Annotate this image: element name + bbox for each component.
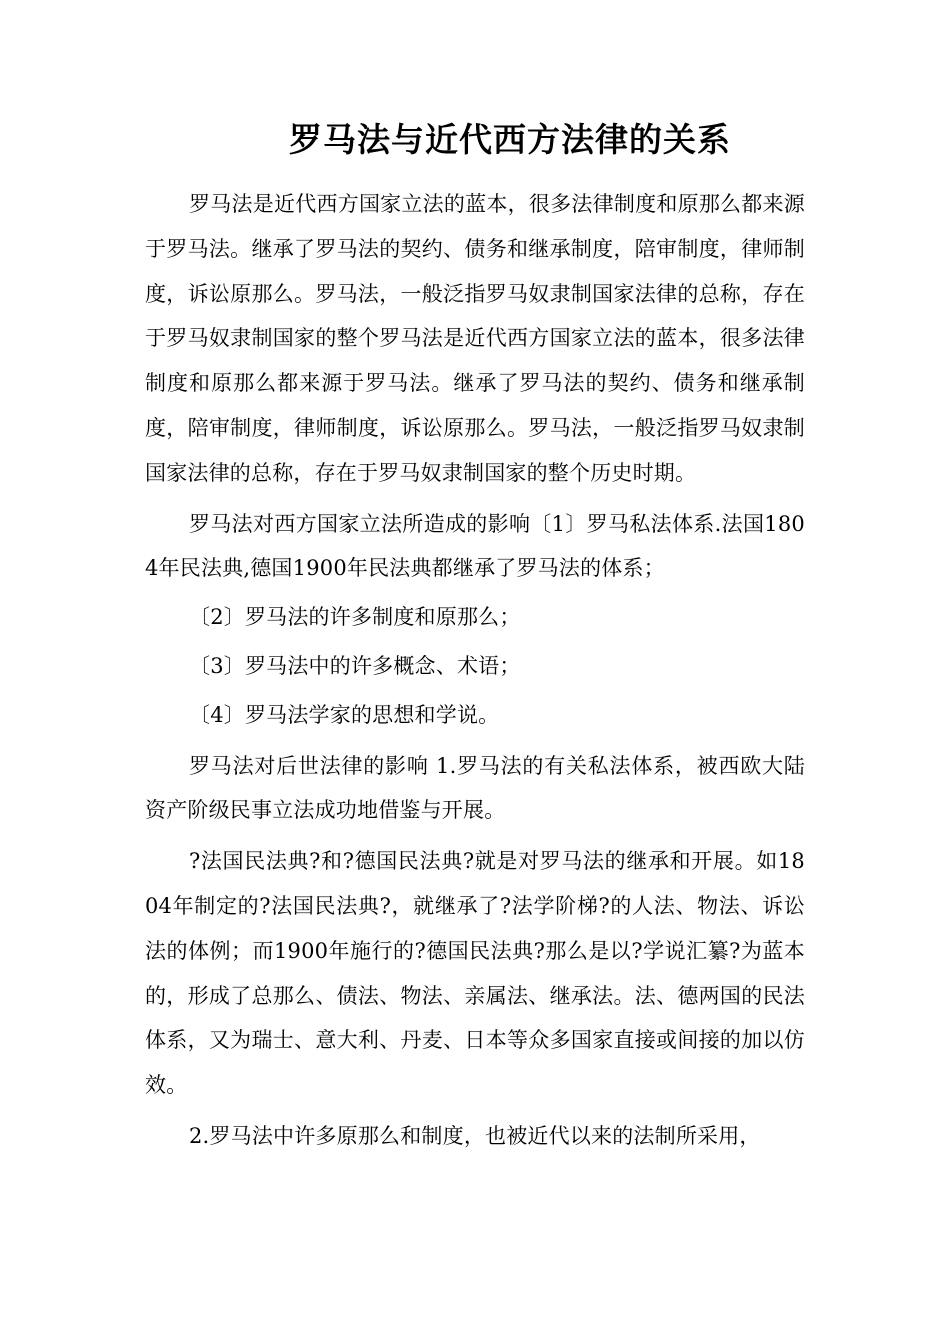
paragraph-later-influence: 罗马法对后世法律的影响 1.罗马法的有关私法体系，被西欧大陆资产阶级民事立法成功地借鉴与开展。 — [145, 753, 805, 823]
paragraph-principles-adopted: 2.罗马法中许多原那么和制度，也被近代以来的法制所采用， — [189, 1123, 761, 1148]
document-title: 罗马法与近代西方法律的关系 — [289, 120, 731, 159]
paragraph-influence-item-2: 〔2〕罗马法的许多制度和原那么； — [189, 605, 521, 630]
paragraph-roman-law-overview: 罗马法是近代西方国家立法的蓝本，很多法律制度和原那么都来源于罗马法。继承了罗马法的契约、债务和继承制度，陪审制度，律师制度，诉讼原那么。罗马法，一般泛指罗马奴隶制国家法律的总称，存在于罗马奴隶制国家的整个罗马法是近代西方国家立法的蓝本，很多法律制度和原那么都来源于罗马法。继承了罗马法的契约、债务和继承制度，陪审制度，律师制度，诉讼原那么。罗马法，一般泛指罗马奴隶制国家法律的总称，存在于罗马奴隶制国家的整个历史时期。 — [145, 192, 805, 485]
paragraph-influence-item-3: 〔3〕罗马法中的许多概念、术语； — [189, 653, 521, 678]
paragraph-influence-intro: 罗马法对西方国家立法所造成的影响〔1〕罗马私法体系.法国1804年民法典,德国1900年民法典都继承了罗马法的体系； — [145, 511, 805, 581]
document-body — [145, 182, 805, 1159]
paragraph-civil-codes: ?法国民法典?和?德国民法典?就是对罗马法的继承和开展。如1804年制定的?法国民法典?，就继承了?法学阶梯?的人法、物法、诉讼法的体例；而1900年施行的?德国民法典?那么是以?学说汇纂?为蓝本的，形成了总那么、债法、物法、亲属法、继承法。法、德两国的民法体系，又为瑞士、意大利、丹麦、日本等众多国家直接或间接的加以仿效。 — [145, 849, 805, 1098]
paragraph-influence-item-4: 〔4〕罗马法学家的思想和学说。 — [189, 702, 500, 727]
